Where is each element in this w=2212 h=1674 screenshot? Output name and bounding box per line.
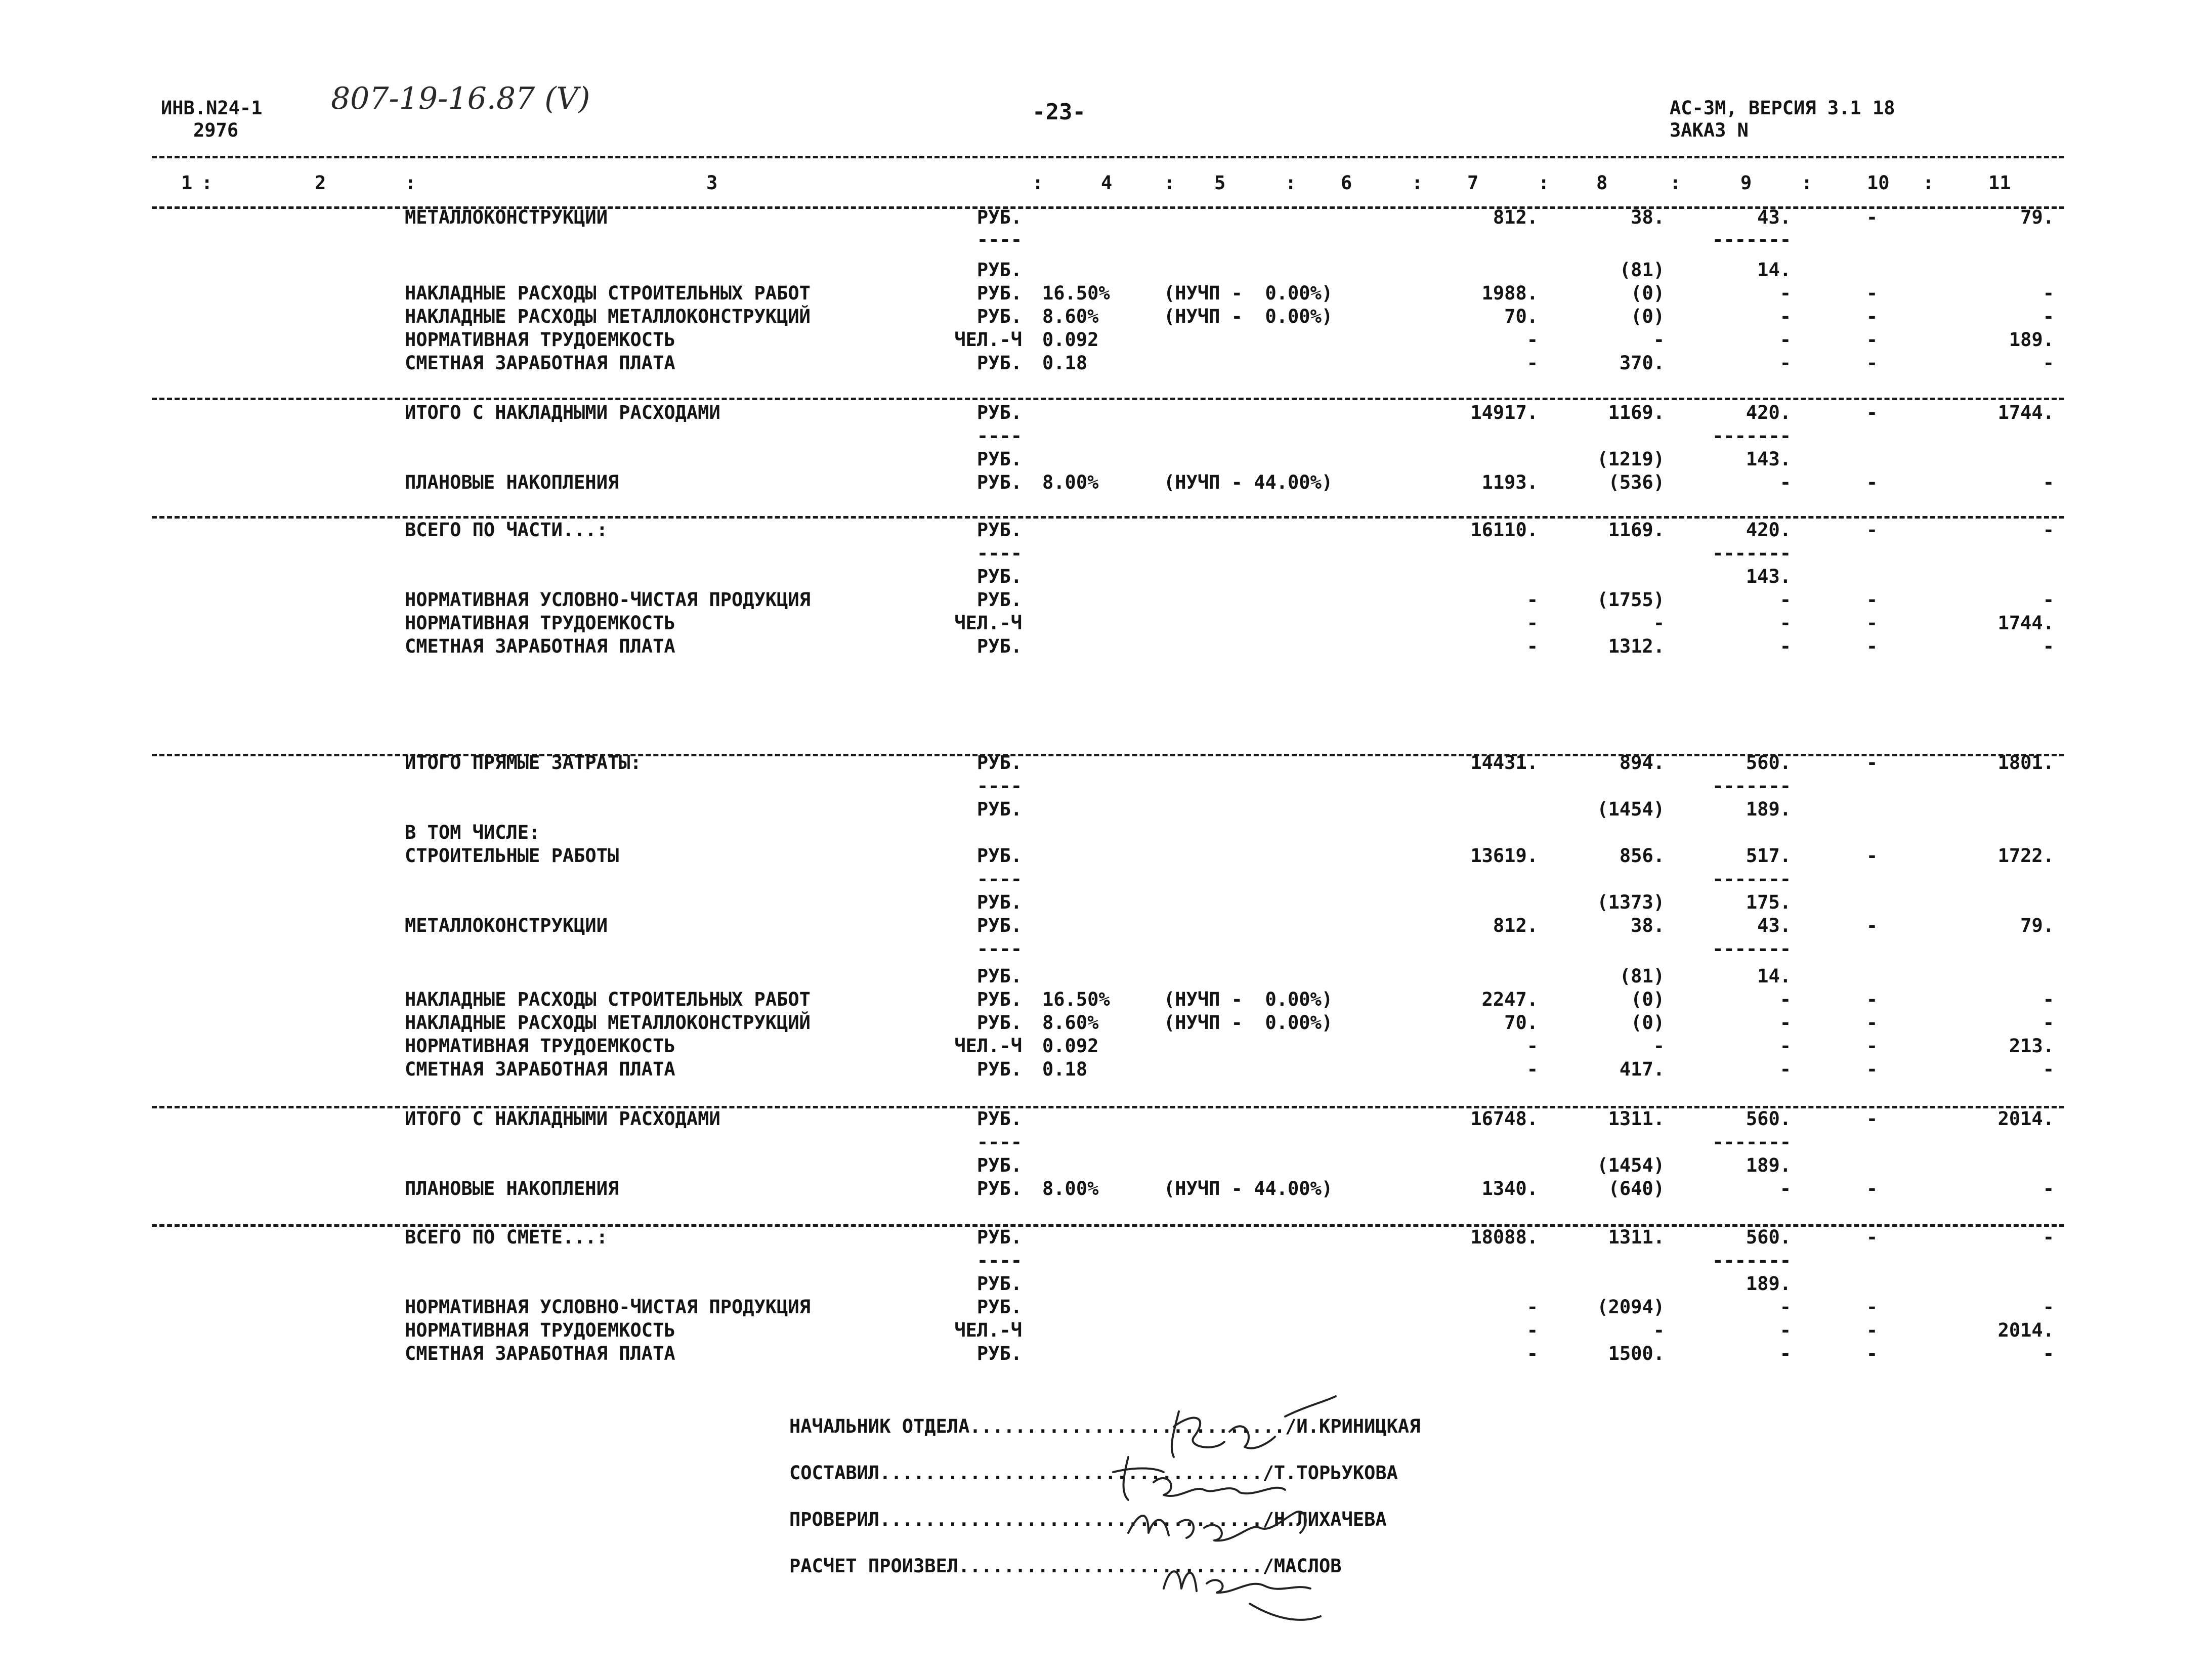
cell-unit: ЧЕЛ.-Ч	[954, 612, 1022, 634]
cell-c9: -------	[1712, 775, 1791, 797]
cell-c9: 175.	[1746, 891, 1791, 913]
cell-c7: 812.	[1493, 915, 1538, 936]
cell-c8: (0)	[1631, 282, 1665, 304]
cell-c10: -	[1866, 589, 1878, 611]
cell-c11: -	[2043, 1012, 2054, 1034]
cell-unit: РУБ.	[976, 589, 1022, 611]
signature-dots: ..................................	[879, 1509, 1263, 1530]
cell-c7: 70.	[1504, 1012, 1538, 1034]
cell-label: СМЕТНАЯ ЗАРАБОТНАЯ ПЛАТА	[405, 352, 675, 374]
cell-c9: -	[1779, 989, 1791, 1010]
signature-name: /Т.ТОРЬУКОВА	[1262, 1462, 1398, 1484]
cell-c11: -	[2043, 1296, 2054, 1318]
cell-label: ПЛАНОВЫЕ НАКОПЛЕНИЯ	[405, 1178, 619, 1199]
cell-c8: 1312.	[1608, 635, 1665, 657]
cell-c10: -	[1866, 1012, 1878, 1034]
column-separator: :	[1164, 172, 1175, 194]
cell-c10: -	[1866, 1178, 1878, 1199]
cell-c4: 8.00%	[1042, 1178, 1099, 1199]
cell-c10: -	[1866, 1319, 1878, 1341]
signature-name: /МАСЛОВ	[1262, 1555, 1342, 1577]
cell-c9: -	[1779, 1178, 1791, 1199]
cell-c7: -	[1526, 1058, 1538, 1080]
cell-c9: 560.	[1746, 1226, 1791, 1248]
page-number: -23-	[1032, 99, 1086, 125]
cell-c10: -	[1866, 471, 1878, 493]
column-header-4: 4	[1101, 172, 1113, 194]
signature-name: /Н.ЛИХАЧЕВА	[1262, 1509, 1387, 1530]
cell-c7: -	[1526, 1035, 1538, 1057]
cell-c9: -	[1779, 282, 1791, 304]
cell-c9: -	[1779, 1319, 1791, 1341]
cell-label: ПЛАНОВЫЕ НАКОПЛЕНИЯ	[405, 471, 619, 493]
cell-unit: РУБ.	[976, 519, 1022, 541]
cell-c10: -	[1866, 1226, 1878, 1248]
cell-c8: (1219)	[1597, 448, 1665, 470]
cell-c9: 560.	[1746, 1108, 1791, 1130]
cell-label: НОРМАТИВНАЯ ТРУДОЕМКОСТЬ	[405, 612, 675, 634]
cell-c9: -	[1779, 1012, 1791, 1034]
cell-c9: 43.	[1757, 206, 1791, 228]
cell-c10: -	[1866, 282, 1878, 304]
cell-c7: 70.	[1504, 306, 1538, 327]
cell-c11: -	[2043, 1226, 2054, 1248]
cell-label: НОРМАТИВНАЯ ТРУДОЕМКОСТЬ	[405, 1035, 675, 1057]
cell-c4: 0.092	[1042, 329, 1099, 351]
cell-unit: ----	[976, 868, 1022, 890]
cell-c5: (НУЧП - 0.00%)	[1164, 282, 1333, 304]
cell-label: МЕТАЛЛОКОНСТРУКЦИИ	[405, 206, 608, 228]
cell-unit: ----	[976, 1250, 1022, 1271]
cell-c4: 8.60%	[1042, 1012, 1099, 1034]
signature-krinitskaya	[1172, 1396, 1336, 1457]
cell-c7: -	[1526, 329, 1538, 351]
cell-c9: 420.	[1746, 519, 1791, 541]
cell-c9: -------	[1712, 229, 1791, 250]
signature-role: ПРОВЕРИЛ	[789, 1509, 880, 1530]
cell-c9: -	[1779, 1058, 1791, 1080]
cell-label: ИТОГО С НАКЛАДНЫМИ РАСХОДАМИ	[405, 402, 720, 423]
cell-unit: ----	[976, 425, 1022, 447]
cell-c9: -	[1779, 329, 1791, 351]
cell-c5: (НУЧП - 44.00%)	[1164, 471, 1333, 493]
cell-c10: -	[1866, 329, 1878, 351]
column-separator: :	[1538, 172, 1550, 194]
cell-label: НАКЛАДНЫЕ РАСХОДЫ МЕТАЛЛОКОНСТРУКЦИЙ	[405, 1012, 811, 1034]
column-header-5: 5	[1214, 172, 1226, 194]
cell-c11: 79.	[2020, 915, 2054, 936]
cell-label: ВСЕГО ПО СМЕТЕ...:	[405, 1226, 608, 1248]
cell-c11: 79.	[2020, 206, 2054, 228]
column-header-10: 10	[1867, 172, 1890, 194]
cell-c11: -	[2043, 589, 2054, 611]
column-header-3: 3	[706, 172, 718, 194]
signature-torbukova	[1113, 1457, 1285, 1500]
column-separator: :	[1285, 172, 1297, 194]
cell-c8: (0)	[1631, 1012, 1665, 1034]
cell-c8: -	[1653, 612, 1665, 634]
cell-c11: 1722.	[1997, 845, 2054, 867]
column-header-9: 9	[1740, 172, 1752, 194]
cell-c8: (536)	[1608, 471, 1665, 493]
cell-c8: (81)	[1619, 259, 1665, 281]
cell-unit: РУБ.	[976, 402, 1022, 423]
column-separator: :	[201, 172, 213, 194]
cell-c9: -	[1779, 589, 1791, 611]
cell-c4: 16.50%	[1042, 282, 1110, 304]
order-number: ЗАКАЗ N	[1670, 119, 1749, 141]
signature-dots: ............................	[969, 1415, 1286, 1437]
cell-c9: -	[1779, 306, 1791, 327]
column-header-1: 1	[181, 172, 193, 194]
cell-unit: РУБ.	[976, 1154, 1022, 1176]
cell-c4: 8.60%	[1042, 306, 1099, 327]
cell-label: ВСЕГО ПО ЧАСТИ...:	[405, 519, 608, 541]
cell-c9: -------	[1712, 425, 1791, 447]
cell-c8: (1755)	[1597, 589, 1665, 611]
cell-c7: 13619.	[1470, 845, 1538, 867]
cell-c7: 18088.	[1470, 1226, 1538, 1248]
cell-unit: РУБ.	[976, 845, 1022, 867]
cell-c4: 0.18	[1042, 352, 1088, 374]
inventory-number: ИНВ.N24-1	[161, 97, 263, 119]
cell-c8: 1311.	[1608, 1226, 1665, 1248]
cell-unit: РУБ.	[976, 989, 1022, 1010]
cell-c5: (НУЧП - 0.00%)	[1164, 1012, 1333, 1034]
cell-unit: РУБ.	[976, 282, 1022, 304]
cell-c11: 1744.	[1997, 402, 2054, 423]
cell-label: НОРМАТИВНАЯ УСЛОВНО-ЧИСТАЯ ПРОДУКЦИЯ	[405, 589, 811, 611]
cell-label: СМЕТНАЯ ЗАРАБОТНАЯ ПЛАТА	[405, 1058, 675, 1080]
cell-c9: -------	[1712, 1250, 1791, 1271]
column-separator: :	[405, 172, 416, 194]
cell-unit: РУБ.	[976, 1343, 1022, 1364]
cell-c11: 1801.	[1997, 752, 2054, 774]
cell-c9: 43.	[1757, 915, 1791, 936]
cell-unit: РУБ.	[976, 635, 1022, 657]
cell-c11: -	[2043, 306, 2054, 327]
cell-c7: -	[1526, 589, 1538, 611]
cell-unit: ----	[976, 542, 1022, 564]
signature-role: РАСЧЕТ ПРОИЗВЕЛ	[789, 1555, 959, 1577]
column-separator: :	[1412, 172, 1423, 194]
cell-c7: 14917.	[1470, 402, 1538, 423]
cell-c8: (640)	[1608, 1178, 1665, 1199]
cell-c9: 189.	[1746, 1154, 1791, 1176]
cell-unit: ----	[976, 1131, 1022, 1153]
cell-unit: РУБ.	[976, 471, 1022, 493]
cell-unit: РУБ.	[976, 1226, 1022, 1248]
inventory-number-value: 2976	[193, 119, 239, 141]
cell-unit: РУБ.	[976, 1058, 1022, 1080]
cell-c9: 143.	[1746, 566, 1791, 587]
cell-c7: -	[1526, 1319, 1538, 1341]
cell-c11: 1744.	[1997, 612, 2054, 634]
program-version: АС-ЗМ, ВЕРСИЯ 3.1 18	[1670, 97, 1895, 119]
cell-c7: 2247.	[1481, 989, 1538, 1010]
cell-label: НОРМАТИВНАЯ ТРУДОЕМКОСТЬ	[405, 329, 675, 351]
cell-c8: 370.	[1619, 352, 1665, 374]
cell-label: НАКЛАДНЫЕ РАСХОДЫ МЕТАЛЛОКОНСТРУКЦИЙ	[405, 306, 811, 327]
cell-c7: 1988.	[1481, 282, 1538, 304]
cell-c10: -	[1866, 352, 1878, 374]
cell-unit: ЧЕЛ.-Ч	[954, 329, 1022, 351]
cell-c11: 2014.	[1997, 1319, 2054, 1341]
cell-c4: 0.092	[1042, 1035, 1099, 1057]
cell-c10: -	[1866, 206, 1878, 228]
cell-c11: -	[2043, 282, 2054, 304]
cell-c7: -	[1526, 635, 1538, 657]
cell-c11: -	[2043, 352, 2054, 374]
cell-c7: -	[1526, 1343, 1538, 1364]
cell-unit: РУБ.	[976, 965, 1022, 987]
cell-unit: ЧЕЛ.-Ч	[954, 1319, 1022, 1341]
column-header-6: 6	[1341, 172, 1352, 194]
cell-c9: 517.	[1746, 845, 1791, 867]
cell-unit: РУБ.	[976, 306, 1022, 327]
column-separator: :	[1923, 172, 1934, 194]
cell-unit: РУБ.	[976, 1296, 1022, 1318]
cell-c8: -	[1653, 1035, 1665, 1057]
cell-c10: -	[1866, 402, 1878, 423]
cell-c10: -	[1866, 306, 1878, 327]
cell-unit: ----	[976, 229, 1022, 250]
cell-c8: (2094)	[1597, 1296, 1665, 1318]
cell-c8: 38.	[1631, 915, 1665, 936]
cell-c11: 213.	[2009, 1035, 2054, 1057]
cell-unit: РУБ.	[976, 1178, 1022, 1199]
cell-c9: 189.	[1746, 1273, 1791, 1295]
cell-c8: 894.	[1619, 752, 1665, 774]
cell-c10: -	[1866, 752, 1878, 774]
cell-c7: 16748.	[1470, 1108, 1538, 1130]
cell-c8: -	[1653, 1319, 1665, 1341]
cell-c8: (81)	[1619, 965, 1665, 987]
cell-c9: 189.	[1746, 798, 1791, 820]
cell-unit: РУБ.	[976, 448, 1022, 470]
cell-c9: 143.	[1746, 448, 1791, 470]
cell-c8: (0)	[1631, 989, 1665, 1010]
cell-label: ИТОГО С НАКЛАДНЫМИ РАСХОДАМИ	[405, 1108, 720, 1130]
column-separator: :	[1801, 172, 1813, 194]
cell-c4: 0.18	[1042, 1058, 1088, 1080]
cell-c7: 14431.	[1470, 752, 1538, 774]
cell-label: СТРОИТЕЛЬНЫЕ РАБОТЫ	[405, 845, 619, 867]
cell-c10: -	[1866, 1035, 1878, 1057]
cell-c4: 16.50%	[1042, 989, 1110, 1010]
cell-c9: -------	[1712, 938, 1791, 960]
cell-c5: (НУЧП - 0.00%)	[1164, 989, 1333, 1010]
column-header-11: 11	[1988, 172, 2011, 194]
handwritten-doc-number: 807-19-16.87 (V)	[331, 81, 590, 116]
column-header-8: 8	[1596, 172, 1608, 194]
cell-label: НОРМАТИВНАЯ УСЛОВНО-ЧИСТАЯ ПРОДУКЦИЯ	[405, 1296, 811, 1318]
cell-c9: -	[1779, 1035, 1791, 1057]
cell-c8: 417.	[1619, 1058, 1665, 1080]
cell-c4: 8.00%	[1042, 471, 1099, 493]
cell-unit: РУБ.	[976, 352, 1022, 374]
cell-c9: 420.	[1746, 402, 1791, 423]
cell-label: ИТОГО ПРЯМЫЕ ЗАТРАТЫ:	[405, 752, 642, 774]
cell-unit: ----	[976, 775, 1022, 797]
cell-label: В ТОМ ЧИСЛЕ:	[405, 822, 540, 843]
cell-unit: ЧЕЛ.-Ч	[954, 1035, 1022, 1057]
cell-c8: (0)	[1631, 306, 1665, 327]
cell-unit: РУБ.	[976, 798, 1022, 820]
cell-c11: -	[2043, 471, 2054, 493]
cell-c7: -	[1526, 1296, 1538, 1318]
cell-c10: -	[1866, 612, 1878, 634]
column-header-2: 2	[315, 172, 326, 194]
cell-c8: (1454)	[1597, 798, 1665, 820]
cell-label: НОРМАТИВНАЯ ТРУДОЕМКОСТЬ	[405, 1319, 675, 1341]
cell-c10: -	[1866, 989, 1878, 1010]
cell-c10: -	[1866, 1343, 1878, 1364]
cell-c11: -	[2043, 1058, 2054, 1080]
cell-label: СМЕТНАЯ ЗАРАБОТНАЯ ПЛАТА	[405, 635, 675, 657]
cell-c10: -	[1866, 635, 1878, 657]
cell-unit: ----	[976, 938, 1022, 960]
cell-c9: -	[1779, 1343, 1791, 1364]
cell-c11: -	[2043, 635, 2054, 657]
cell-c11: -	[2043, 1343, 2054, 1364]
cell-c10: -	[1866, 1108, 1878, 1130]
signature-role: СОСТАВИЛ	[789, 1462, 880, 1484]
cell-c11: -	[2043, 1178, 2054, 1199]
cell-unit: РУБ.	[976, 206, 1022, 228]
cell-unit: РУБ.	[976, 752, 1022, 774]
column-header-7: 7	[1467, 172, 1479, 194]
signature-maslov	[1164, 1571, 1321, 1620]
cell-c10: -	[1866, 519, 1878, 541]
signature-likhacheva	[1128, 1512, 1306, 1540]
cell-c9: -	[1779, 612, 1791, 634]
cell-c8: -	[1653, 329, 1665, 351]
cell-label: МЕТАЛЛОКОНСТРУКЦИИ	[405, 915, 608, 936]
cell-label: НАКЛАДНЫЕ РАСХОДЫ СТРОИТЕЛЬНЫХ РАБОТ	[405, 282, 811, 304]
cell-c9: -	[1779, 352, 1791, 374]
cell-unit: РУБ.	[976, 891, 1022, 913]
cell-c11: 2014.	[1997, 1108, 2054, 1130]
cell-c9: -------	[1712, 868, 1791, 890]
cell-c8: 1169.	[1608, 402, 1665, 423]
cell-c10: -	[1866, 845, 1878, 867]
signature-dots: ...........................	[958, 1555, 1263, 1577]
cell-c8: 1311.	[1608, 1108, 1665, 1130]
cell-c5: (НУЧП - 0.00%)	[1164, 306, 1333, 327]
cell-c11: -	[2043, 519, 2054, 541]
cell-unit: РУБ.	[976, 915, 1022, 936]
cell-c7: 16110.	[1470, 519, 1538, 541]
cell-c9: -	[1779, 471, 1791, 493]
cell-c8: 1500.	[1608, 1343, 1665, 1364]
cell-unit: РУБ.	[976, 1012, 1022, 1034]
column-separator: :	[1032, 172, 1044, 194]
cell-unit: РУБ.	[976, 566, 1022, 587]
column-separator: :	[1670, 172, 1681, 194]
cell-c9: 14.	[1757, 259, 1791, 281]
cell-c8: 1169.	[1608, 519, 1665, 541]
signature-role: НАЧАЛЬНИК ОТДЕЛА	[789, 1415, 970, 1437]
cell-c7: 1340.	[1481, 1178, 1538, 1199]
cell-c10: -	[1866, 1296, 1878, 1318]
cell-c7: 1193.	[1481, 471, 1538, 493]
signature-dots: ..................................	[879, 1462, 1263, 1484]
cell-label: НАКЛАДНЫЕ РАСХОДЫ СТРОИТЕЛЬНЫХ РАБОТ	[405, 989, 811, 1010]
cell-c11: -	[2043, 989, 2054, 1010]
cell-c9: 560.	[1746, 752, 1791, 774]
cell-c8: 856.	[1619, 845, 1665, 867]
cell-c8: (1454)	[1597, 1154, 1665, 1176]
signature-name: /И.КРИНИЦКАЯ	[1285, 1415, 1421, 1437]
cell-c8: 38.	[1631, 206, 1665, 228]
cell-c7: 812.	[1493, 206, 1538, 228]
cell-c10: -	[1866, 915, 1878, 936]
cell-unit: РУБ.	[976, 259, 1022, 281]
cell-c7: -	[1526, 612, 1538, 634]
cell-unit: РУБ.	[976, 1273, 1022, 1295]
cell-c11: 189.	[2009, 329, 2054, 351]
cell-c9: 14.	[1757, 965, 1791, 987]
cell-label: СМЕТНАЯ ЗАРАБОТНАЯ ПЛАТА	[405, 1343, 675, 1364]
cell-c7: -	[1526, 352, 1538, 374]
cell-unit: РУБ.	[976, 1108, 1022, 1130]
cell-c8: (1373)	[1597, 891, 1665, 913]
cell-c9: -	[1779, 1296, 1791, 1318]
cell-c9: -------	[1712, 542, 1791, 564]
cell-c9: -	[1779, 635, 1791, 657]
cell-c10: -	[1866, 1058, 1878, 1080]
cell-c5: (НУЧП - 44.00%)	[1164, 1178, 1333, 1199]
cell-c9: -------	[1712, 1131, 1791, 1153]
